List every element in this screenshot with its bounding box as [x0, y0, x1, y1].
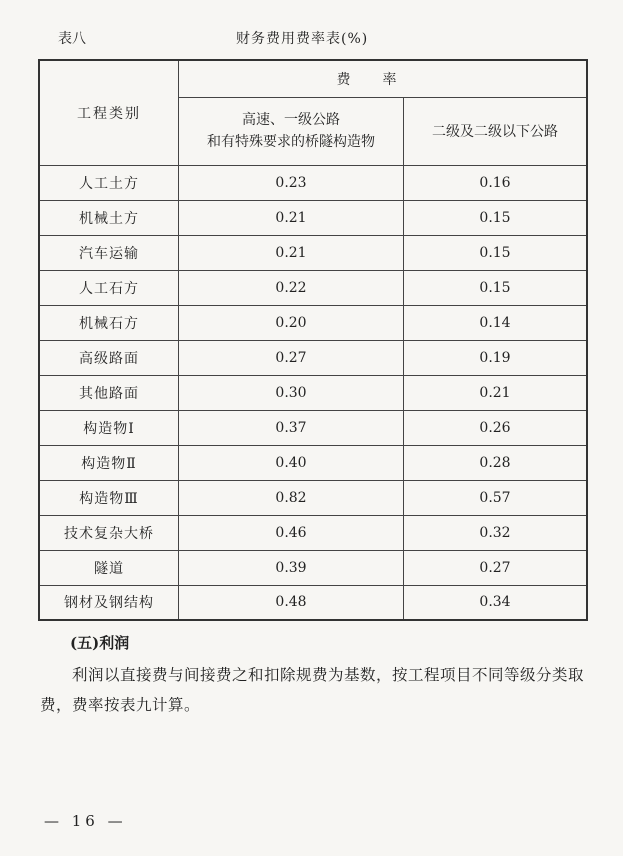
category-cell: 机械石方: [39, 305, 179, 340]
category-cell: 其他路面: [39, 375, 179, 410]
rate-cell-high: 0.46: [179, 515, 404, 550]
rate-cell-high: 0.21: [179, 200, 404, 235]
table-row: [39, 515, 587, 550]
rate-cell-low: 0.16: [404, 165, 588, 200]
category-cell: 钢材及钢结构: [39, 585, 179, 620]
table-title: 财务费用费率表(%): [236, 31, 369, 47]
fee-rate-table: [38, 59, 588, 621]
category-cell: 人工土方: [39, 165, 179, 200]
rate-cell-low: 0.14: [404, 305, 588, 340]
rate-cell-low: 0.15: [404, 270, 588, 305]
table-row: [39, 235, 587, 270]
rate-cell-low: 0.15: [404, 200, 588, 235]
rate-cell-high: 0.40: [179, 445, 404, 480]
rate-cell-high: 0.20: [179, 305, 404, 340]
table-row: [39, 445, 587, 480]
table-row: [39, 200, 587, 235]
rate-cell-low: 0.27: [404, 550, 588, 585]
category-cell: 技术复杂大桥: [39, 515, 179, 550]
category-cell: 隧道: [39, 550, 179, 585]
table-row: [39, 375, 587, 410]
rate-cell-high: 0.21: [179, 235, 404, 270]
rate-cell-high: 0.82: [179, 480, 404, 515]
page-number: — 16 —: [44, 812, 127, 830]
rate-cell-high: 0.27: [179, 340, 404, 375]
rate-cell-low: 0.32: [404, 515, 588, 550]
row-header-cell: 工程类别: [39, 60, 179, 165]
category-cell: 高级路面: [39, 340, 179, 375]
table-caption: [58, 28, 598, 50]
fee-header-cell: [179, 60, 588, 97]
category-cell: 构造物Ⅱ: [39, 445, 179, 480]
rate-cell-high: 0.23: [179, 165, 404, 200]
section-heading: (五)利润: [70, 634, 130, 652]
rate-cell-high: 0.39: [179, 550, 404, 585]
category-cell: 机械土方: [39, 200, 179, 235]
body-paragraph: 利润以直接费与间接费之和扣除规费为基数，按工程项目不同等级分类取费，费率按表九计算。: [40, 666, 585, 714]
category-cell: 汽车运输: [39, 235, 179, 270]
col1-header-line1: 高速、一级公路: [242, 112, 340, 128]
table-row: [39, 165, 587, 200]
rate-cell-high: 0.48: [179, 585, 404, 620]
table-header-row: [39, 60, 587, 97]
rate-cell-low: 0.28: [404, 445, 588, 480]
rate-cell-high: 0.30: [179, 375, 404, 410]
rate-cell-low: 0.34: [404, 585, 588, 620]
rate-cell-low: 0.21: [404, 375, 588, 410]
rate-cell-high: 0.22: [179, 270, 404, 305]
table-row: [39, 550, 587, 585]
table-label: 表八: [58, 31, 86, 47]
rate-cell-low: 0.19: [404, 340, 588, 375]
rate-cell-high: 0.37: [179, 410, 404, 445]
table-row: [39, 340, 587, 375]
fee-header-text: 费率: [336, 71, 429, 88]
category-cell: 构造物Ⅰ: [39, 410, 179, 445]
table-row: [39, 480, 587, 515]
table-row: [39, 305, 587, 340]
rate-cell-low: 0.26: [404, 410, 588, 445]
table-row: [39, 585, 587, 620]
category-cell: 构造物Ⅲ: [39, 480, 179, 515]
col1-header-line2: 和有特殊要求的桥隧构造物: [207, 134, 375, 150]
col2-header-cell: 二级及二级以下公路: [404, 97, 588, 165]
rate-cell-low: 0.15: [404, 235, 588, 270]
category-cell: 人工石方: [39, 270, 179, 305]
rate-cell-low: 0.57: [404, 480, 588, 515]
table-row: [39, 270, 587, 305]
col1-header-cell: [179, 97, 404, 165]
table-row: [39, 410, 587, 445]
